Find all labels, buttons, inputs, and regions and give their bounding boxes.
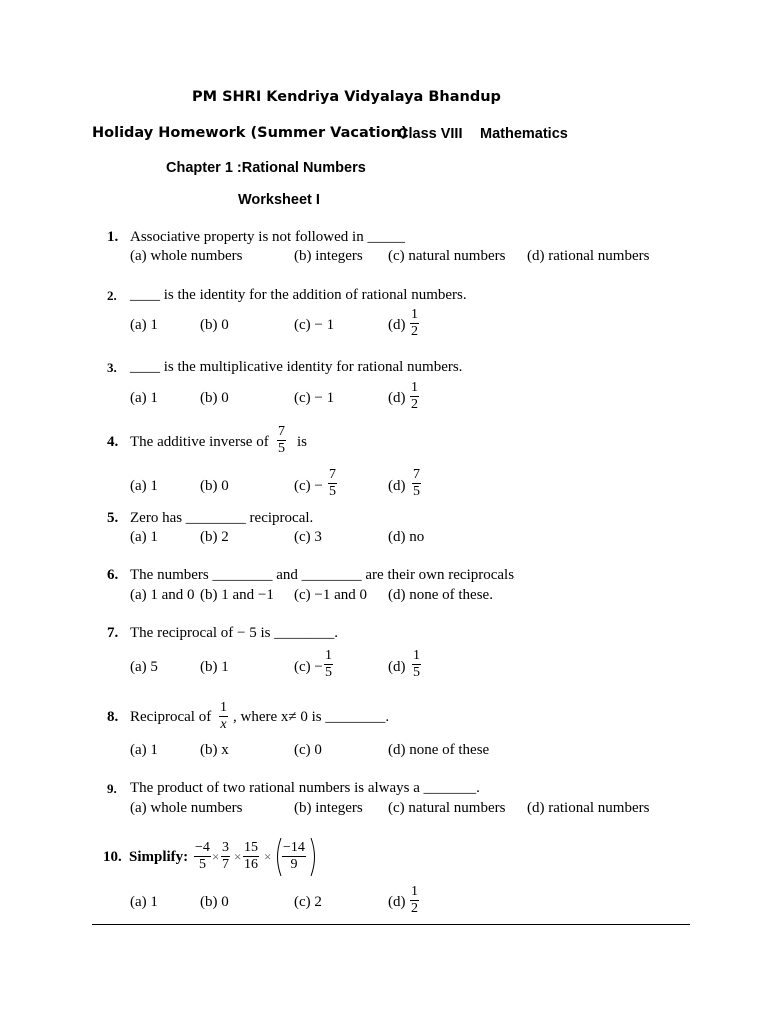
option-b: (b) 0 — [200, 894, 229, 910]
option-a: (a) 1 — [130, 478, 158, 494]
option-c: (c) 2 — [294, 894, 322, 910]
question-fraction — [219, 700, 228, 733]
option-a: (a) 5 — [130, 659, 158, 675]
fraction-4 — [282, 840, 306, 873]
option-d-fraction — [410, 380, 419, 413]
question-text-end: , where x≠ 0 is ________. — [233, 709, 390, 725]
option-a: (a) 1 — [130, 742, 158, 758]
option-c: (c) 3 — [294, 529, 322, 545]
denominator: 5 — [413, 484, 420, 499]
denominator: 2 — [411, 901, 418, 916]
class-label: Class VIII — [398, 126, 463, 142]
denominator: 7 — [222, 857, 229, 872]
numerator: 1 — [411, 884, 418, 899]
denominator: 5 — [278, 441, 285, 456]
option-d: (d) — [388, 478, 406, 494]
option-a: (a) 1 — [130, 390, 158, 406]
option-d-fraction — [412, 648, 421, 681]
option-c: (c) − 1 — [294, 390, 335, 406]
option-a: (a) whole numbers — [130, 800, 243, 816]
bottom-divider — [92, 924, 690, 925]
option-b: (b) x — [200, 742, 229, 758]
question-text: The numbers ________ and ________ are their own reciprocals — [130, 567, 515, 583]
denominator: 2 — [411, 397, 418, 412]
option-d: (d) — [388, 317, 406, 333]
option-c-fraction — [324, 648, 333, 681]
numerator: 1 — [411, 380, 418, 395]
option-b: (b) integers — [294, 800, 363, 816]
question-number: 2. — [107, 288, 117, 303]
school-name: PM SHRI Kendriya Vidyalaya Bhandup — [192, 89, 501, 105]
question-number: 5. — [107, 510, 119, 526]
denominator: 9 — [282, 856, 306, 873]
denominator: x — [220, 717, 227, 732]
option-d: (d) — [388, 390, 406, 406]
question-text: Reciprocal of — [130, 709, 212, 725]
worksheet-title: Worksheet I — [238, 192, 320, 208]
question-number: 4. — [107, 434, 119, 450]
question-text: The additive inverse of — [130, 434, 269, 450]
numerator: 1 — [413, 648, 420, 663]
chapter-title: Chapter 1 :Rational Numbers — [166, 160, 366, 176]
option-d: (d) — [388, 659, 406, 675]
denominator: 5 — [325, 665, 332, 680]
option-c: (c) − — [294, 659, 323, 675]
option-b: (b) 0 — [200, 390, 229, 406]
option-c: (c) natural numbers — [388, 800, 506, 816]
denominator: 5 — [329, 484, 336, 499]
option-d-fraction — [412, 467, 421, 500]
option-d: (d) — [388, 894, 406, 910]
times-sign: × — [264, 849, 272, 864]
option-c: (c) − — [294, 478, 323, 494]
question-number: 8. — [107, 709, 119, 725]
question-text: ____ is the multiplicative identity for rational numbers. — [130, 359, 463, 375]
denominator: 5 — [194, 856, 211, 873]
fraction-2 — [221, 840, 230, 873]
numerator: 1 — [411, 307, 418, 322]
question-number: 7. — [107, 625, 119, 641]
question-text: Associative property is not followed in _____ — [130, 229, 405, 245]
question-text: ____ is the identity for the addition of rational numbers. — [130, 287, 467, 303]
denominator: 16 — [244, 857, 258, 872]
option-a: (a) 1 — [130, 529, 158, 545]
option-d: (d) rational numbers — [527, 800, 650, 816]
numerator: −4 — [195, 840, 210, 855]
denominator: 5 — [413, 665, 420, 680]
times-sign: × — [212, 849, 220, 864]
option-c: (c) natural numbers — [388, 248, 506, 264]
option-b: (b) integers — [294, 248, 363, 264]
denominator: 2 — [411, 324, 418, 339]
option-b: (b) 0 — [200, 478, 229, 494]
homework-title: Holiday Homework (Summer Vacation) — [92, 125, 408, 141]
option-d: (d) none of these — [388, 742, 490, 758]
option-a: (a) 1 — [130, 894, 158, 910]
numerator: 3 — [222, 840, 229, 855]
option-d-fraction — [410, 884, 419, 917]
subject-label: Mathematics — [480, 126, 568, 142]
question-number: 3. — [107, 360, 117, 375]
question-text: Zero has ________ reciprocal. — [130, 510, 314, 526]
question-number: 6. — [107, 567, 119, 583]
numerator: 15 — [244, 840, 258, 855]
option-d: (d) rational numbers — [527, 248, 650, 264]
question-text: Simplify: — [129, 849, 189, 865]
numerator: 7 — [329, 467, 336, 482]
fraction-3 — [243, 840, 259, 873]
fraction-1 — [194, 840, 211, 873]
option-b: (b) 1 and −1 — [200, 587, 274, 603]
numerator: 7 — [278, 424, 285, 439]
option-c: (c) 0 — [294, 742, 322, 758]
option-b: (b) 0 — [200, 317, 229, 333]
question-number: 10. — [103, 849, 122, 865]
question-number: 9. — [107, 781, 117, 796]
question-fraction — [277, 424, 286, 457]
option-d-fraction — [410, 307, 419, 340]
option-b: (b) 2 — [200, 529, 229, 545]
option-a: (a) whole numbers — [130, 248, 243, 264]
times-sign: × — [234, 849, 242, 864]
option-d: (d) none of these. — [388, 587, 493, 603]
option-a: (a) 1 and 0 — [130, 587, 195, 603]
numerator: −14 — [283, 840, 305, 855]
question-text-end: is — [297, 434, 308, 450]
question-text: The reciprocal of − 5 is ________. — [130, 625, 338, 641]
option-b: (b) 1 — [200, 659, 229, 675]
option-c: (c) −1 and 0 — [294, 587, 368, 603]
option-d: (d) no — [388, 529, 425, 545]
numerator: 1 — [220, 700, 227, 715]
option-c: (c) − 1 — [294, 317, 335, 333]
question-text: The product of two rational numbers is always a _______. — [130, 780, 480, 796]
numerator: 1 — [325, 648, 332, 663]
option-c-fraction — [328, 467, 337, 500]
question-number: 1. — [107, 229, 119, 245]
option-a: (a) 1 — [130, 317, 158, 333]
numerator: 7 — [413, 467, 420, 482]
